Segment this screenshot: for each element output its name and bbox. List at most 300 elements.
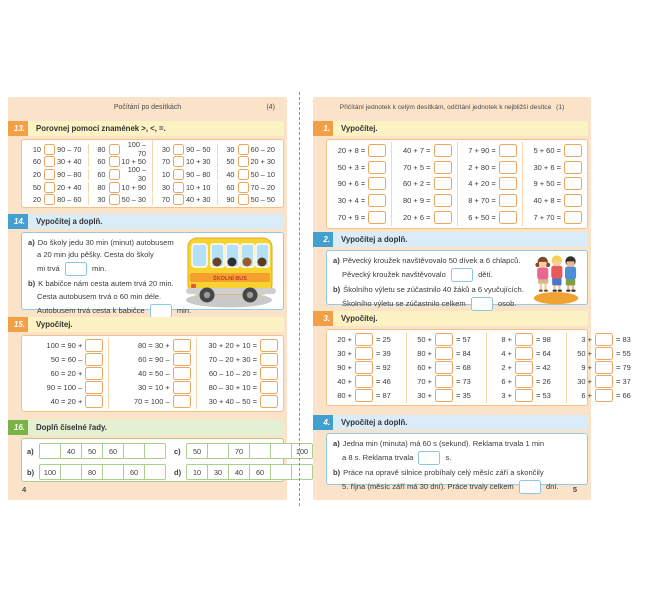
exercise-16-header xyxy=(8,420,284,435)
comparison-sign-box[interactable] xyxy=(238,144,249,155)
svg-text:ŠKOLNÍ BUS: ŠKOLNÍ BUS xyxy=(213,276,247,282)
answer-box[interactable] xyxy=(434,211,452,224)
answer-box[interactable] xyxy=(595,347,613,360)
equation-text: 70 + 5 = xyxy=(402,162,431,172)
answer-box[interactable] xyxy=(499,194,517,207)
answer-box[interactable] xyxy=(434,177,452,190)
answer-box[interactable] xyxy=(368,144,386,157)
exercise-4-header xyxy=(313,415,588,430)
answer-box[interactable] xyxy=(368,177,386,190)
school-bus-illustration xyxy=(195,233,283,322)
right-expression: 20 + 40 xyxy=(56,182,82,192)
compare-cell xyxy=(218,182,282,193)
answer-box[interactable] xyxy=(435,389,453,402)
equation-column xyxy=(392,142,457,226)
answer-box[interactable] xyxy=(515,333,533,346)
sequence-cell: 60 xyxy=(124,464,145,480)
equation-result: = 37 xyxy=(616,377,631,387)
equation-text: 60 + 2 = xyxy=(402,179,431,189)
compare-row xyxy=(24,181,281,194)
equation-prefix: 30 + xyxy=(337,348,352,358)
equation-row xyxy=(332,194,386,207)
compare-cell xyxy=(24,156,89,167)
equation-text: 60 = 90 – xyxy=(138,354,170,364)
exercise-3 xyxy=(313,311,631,406)
answer-box[interactable] xyxy=(434,194,452,207)
equation-row xyxy=(463,161,517,174)
compare-cell xyxy=(153,194,218,205)
equation-prefix: 4 + xyxy=(501,348,512,358)
equation-column xyxy=(487,332,567,403)
equation-result: = 79 xyxy=(616,362,631,372)
equation-text: 40 + 8 = xyxy=(533,196,561,206)
equation-row xyxy=(463,211,517,224)
answer-box[interactable] xyxy=(260,353,278,366)
equation-row xyxy=(114,381,190,394)
answer-box[interactable] xyxy=(85,353,103,366)
answer-box[interactable] xyxy=(260,381,278,394)
equation-prefix: 2 + xyxy=(501,362,512,372)
equation-prefix: 8 + xyxy=(501,334,512,344)
sequence-cell[interactable] xyxy=(145,443,166,459)
equation-text: 40 = 50 – xyxy=(138,368,170,378)
right-expression: 10 + 10 xyxy=(185,182,211,192)
word-problem-line xyxy=(333,467,583,479)
equation-text: 30 = 10 + xyxy=(137,383,170,393)
equation-prefix: 50 + xyxy=(417,334,432,344)
exercise-14-header xyxy=(8,214,284,229)
problem-text: Pěvecký kroužek navštěvovalo xyxy=(342,270,448,280)
equation-result: = 55 xyxy=(616,348,631,358)
equation-text: 9 + 50 = xyxy=(533,179,561,189)
exercise-number-badge: 1. xyxy=(313,121,333,136)
exercise-title: Vypočítej. xyxy=(333,311,588,326)
exercise-4 xyxy=(313,415,588,492)
word-problems xyxy=(327,434,587,498)
equation-row xyxy=(332,177,386,190)
exercise-title: Porovnej pomocí znamének >, <, =. xyxy=(28,121,284,136)
left-operand: 70 xyxy=(161,157,170,167)
answer-box[interactable] xyxy=(355,375,373,388)
sequence-cell[interactable] xyxy=(271,443,292,459)
equation-text: 20 + 6 = xyxy=(402,213,431,223)
word-problems xyxy=(22,233,195,322)
answer-box[interactable] xyxy=(85,381,103,394)
sequence-label: d) xyxy=(174,467,182,477)
left-page-ref: (4) xyxy=(266,104,275,111)
answer-box[interactable] xyxy=(595,361,613,374)
answer-box[interactable] xyxy=(595,333,613,346)
equation-prefix: 20 + xyxy=(337,334,352,344)
comparison-sign-box[interactable] xyxy=(109,169,120,180)
equation-row xyxy=(332,161,386,174)
equation-result: = 84 xyxy=(456,348,471,358)
comparison-sign-box[interactable] xyxy=(44,182,55,193)
sequence-cell[interactable] xyxy=(124,443,145,459)
equation-row xyxy=(397,177,451,190)
equation-text: 70 – 20 + 30 = xyxy=(208,354,257,364)
exercise-15-body xyxy=(21,335,284,412)
sequence-cell[interactable] xyxy=(39,443,61,459)
equation-row xyxy=(332,144,386,157)
answer-box[interactable] xyxy=(368,194,386,207)
left-operand: 60 xyxy=(226,182,235,192)
word-problem xyxy=(333,255,525,282)
right-expression: 70 – 20 xyxy=(250,182,275,192)
sequence-table xyxy=(39,443,166,459)
sequence-table xyxy=(186,464,313,480)
compare-cell xyxy=(89,194,154,205)
comparison-sign-box[interactable] xyxy=(109,182,120,193)
compare-cell xyxy=(218,169,282,180)
equation-row xyxy=(27,353,103,366)
exercise-2 xyxy=(313,232,588,309)
sequence-cell: 30 xyxy=(208,464,229,480)
equation-column xyxy=(567,332,646,403)
equation-row xyxy=(463,194,517,207)
equation-row xyxy=(332,347,401,360)
equation-column xyxy=(327,142,392,226)
equation-row xyxy=(492,389,561,402)
equation-text: 30 + 4 = xyxy=(337,196,366,206)
answer-box[interactable] xyxy=(65,262,87,276)
answer-box[interactable] xyxy=(260,367,278,380)
compare-cell xyxy=(218,156,282,167)
sequence-cell: 60 xyxy=(103,443,124,459)
exercise-13-body xyxy=(21,139,284,208)
sequence-cell[interactable] xyxy=(292,464,313,480)
equation-result: = 92 xyxy=(376,362,391,372)
comparison-sign-box[interactable] xyxy=(44,194,55,205)
word-problem-line xyxy=(28,291,191,303)
answer-box[interactable] xyxy=(173,353,191,366)
problem-label: b) xyxy=(333,285,341,295)
answer-box[interactable] xyxy=(173,381,191,394)
left-operand: 10 xyxy=(161,169,170,179)
right-expression: 30 + 40 xyxy=(56,157,82,167)
sequence-cell[interactable] xyxy=(145,464,166,480)
equation-row xyxy=(114,339,190,352)
compare-row xyxy=(24,140,281,159)
right-page-header xyxy=(313,104,591,111)
exercise-1 xyxy=(313,121,588,229)
compare-row xyxy=(24,165,281,184)
answer-box[interactable] xyxy=(355,347,373,360)
compare-row xyxy=(24,193,281,206)
answer-box[interactable] xyxy=(595,389,613,402)
comparison-sign-box[interactable] xyxy=(173,169,184,180)
answer-box[interactable] xyxy=(564,194,582,207)
answer-box[interactable] xyxy=(564,211,582,224)
equation-prefix: 6 + xyxy=(501,377,512,387)
left-operand: 60 xyxy=(97,157,106,167)
exercise-number-badge: 13. xyxy=(8,121,28,136)
equation-prefix: 70 + xyxy=(417,377,432,387)
sequence-row xyxy=(27,464,166,480)
comparison-sign-box[interactable] xyxy=(44,169,55,180)
equation-row xyxy=(412,333,481,346)
word-problem-line xyxy=(28,237,191,249)
word-problem-line xyxy=(333,267,525,282)
sequence-row xyxy=(27,443,166,459)
word-problem-line xyxy=(333,438,583,450)
equation-result: = 35 xyxy=(456,391,471,401)
answer-box[interactable] xyxy=(368,211,386,224)
comparison-sign-box[interactable] xyxy=(173,156,184,167)
right-expression: 60 – 20 xyxy=(250,144,275,154)
equation-row xyxy=(412,347,481,360)
equation-column xyxy=(458,142,523,226)
answer-box[interactable] xyxy=(499,177,517,190)
left-page-title: Počítání po desítkách xyxy=(113,104,182,111)
exercise-number-badge: 3. xyxy=(313,311,333,326)
equation-text: 30 + 40 – 50 = xyxy=(208,397,257,407)
comparison-sign-box[interactable] xyxy=(109,194,120,205)
answer-box[interactable] xyxy=(435,347,453,360)
comparison-sign-box[interactable] xyxy=(238,156,249,167)
sequence-cell[interactable] xyxy=(271,464,292,480)
equation-prefix: 6 + xyxy=(581,391,592,401)
compare-cell xyxy=(89,182,154,193)
compare-cell xyxy=(218,194,282,205)
right-expression: 40 + 30 xyxy=(185,195,211,205)
problem-text: Školního výletu se zúčastnilo 40 žáků a 6 vyučujících. xyxy=(343,285,524,295)
answer-box[interactable] xyxy=(85,395,103,408)
answer-box[interactable] xyxy=(85,367,103,380)
left-operand: 40 xyxy=(226,169,235,179)
right-expression: 20 + 30 xyxy=(250,157,275,167)
answer-box[interactable] xyxy=(515,361,533,374)
word-problem xyxy=(28,237,191,276)
problem-text: mi trvá xyxy=(37,264,62,274)
answer-box[interactable] xyxy=(85,339,103,352)
exercise-number-badge: 4. xyxy=(313,415,333,430)
left-operand: 80 xyxy=(97,144,106,154)
right-expression: 10 + 90 xyxy=(121,182,146,192)
comparison-sign-box[interactable] xyxy=(109,144,120,155)
equation-column xyxy=(22,338,109,409)
exercise-number-badge: 16. xyxy=(8,420,28,435)
answer-box[interactable] xyxy=(515,389,533,402)
sequence-cell: 50 xyxy=(82,443,103,459)
compare-cell xyxy=(153,169,218,180)
sequence-cell[interactable] xyxy=(250,443,271,459)
equation-result: = 64 xyxy=(536,348,551,358)
equation-row xyxy=(528,161,582,174)
right-expression: 10 + 30 xyxy=(185,157,211,167)
equation-text: 8 + 70 = xyxy=(468,196,496,206)
exercise-title: Vypočítej a doplň. xyxy=(333,415,588,430)
equation-prefix: 3 + xyxy=(581,334,592,344)
sequence-cell[interactable] xyxy=(103,464,124,480)
answer-box[interactable] xyxy=(564,177,582,190)
equation-text: 80 – 30 + 10 = xyxy=(208,383,257,393)
exercise-16-body xyxy=(21,438,309,482)
problem-text: osob. xyxy=(495,299,517,309)
comparison-sign-box[interactable] xyxy=(238,194,249,205)
answer-box[interactable] xyxy=(451,268,473,282)
problem-text: Jedna min (minuta) má 60 s (sekund). Reklama trvala 1 min xyxy=(342,439,545,448)
equation-row xyxy=(332,211,386,224)
equation-text: 50 = 60 – xyxy=(50,354,83,364)
equation-row xyxy=(114,395,190,408)
left-operand: 10 xyxy=(32,144,41,154)
equation-row xyxy=(572,333,641,346)
left-operand: 30 xyxy=(97,195,106,205)
left-operand: 70 xyxy=(161,195,170,205)
problem-label: b) xyxy=(333,468,341,478)
sequence-cell: 40 xyxy=(61,443,82,459)
comparison-sign-box[interactable] xyxy=(44,144,55,155)
answer-box[interactable] xyxy=(499,161,517,174)
comparison-sign-box[interactable] xyxy=(238,169,249,180)
answer-box[interactable] xyxy=(173,395,191,408)
sequence-cell: 50 xyxy=(186,443,208,459)
answer-box[interactable] xyxy=(471,297,493,311)
equation-prefix: 50 + xyxy=(577,348,592,358)
equation-row xyxy=(412,361,481,374)
equation-text: 30 + 6 = xyxy=(533,162,561,172)
equation-row xyxy=(332,333,401,346)
problem-label: a) xyxy=(333,256,340,265)
equation-row xyxy=(397,161,451,174)
answer-box[interactable] xyxy=(519,480,541,494)
right-expression: 90 – 80 xyxy=(186,169,211,179)
equation-result: = 68 xyxy=(456,362,471,372)
equation-result: = 46 xyxy=(376,377,391,387)
answer-box[interactable] xyxy=(515,375,533,388)
right-expression: 90 – 70 xyxy=(57,144,82,154)
equation-row xyxy=(27,395,103,408)
equation-text: 90 = 100 – xyxy=(46,383,83,393)
equation-result: = 73 xyxy=(456,377,471,387)
answer-box[interactable] xyxy=(434,161,452,174)
comparison-sign-box[interactable] xyxy=(173,144,184,155)
compare-cell xyxy=(153,156,218,167)
equation-prefix: 90 + xyxy=(337,362,352,372)
comparison-sign-box[interactable] xyxy=(238,182,249,193)
answer-box[interactable] xyxy=(355,333,373,346)
equation-row xyxy=(27,367,103,380)
answer-box[interactable] xyxy=(595,375,613,388)
school-bus-icon xyxy=(182,233,282,309)
problem-text: min. xyxy=(174,305,192,315)
word-problem-line xyxy=(28,249,191,261)
sequence-row xyxy=(174,443,313,459)
left-operand: 30 xyxy=(161,182,170,192)
answer-box[interactable] xyxy=(355,361,373,374)
left-operand: 20 xyxy=(32,195,41,205)
answer-box[interactable] xyxy=(435,375,453,388)
equation-text: 20 + 8 = xyxy=(337,145,366,155)
equation-row xyxy=(463,177,517,190)
compare-cell xyxy=(24,182,89,193)
left-operand: 60 xyxy=(97,169,106,179)
answer-box[interactable] xyxy=(355,389,373,402)
exercise-title: Vypočítej. xyxy=(28,317,284,332)
answer-box[interactable] xyxy=(418,451,440,465)
equation-text: 7 + 90 = xyxy=(468,145,496,155)
problem-text: Cesta autobusem trvá o 60 min déle. xyxy=(37,291,162,301)
equation-prefix: 80 + xyxy=(337,391,352,401)
answer-box[interactable] xyxy=(499,211,517,224)
equation-text: 50 + 3 = xyxy=(337,162,366,172)
left-operand: 30 xyxy=(226,144,235,154)
word-problem-line xyxy=(333,284,525,296)
equation-row xyxy=(528,177,582,190)
answer-box[interactable] xyxy=(173,339,191,352)
problem-text: s. xyxy=(443,453,452,463)
sequence-cell[interactable] xyxy=(208,443,229,459)
right-expression: 90 – 80 xyxy=(57,169,82,179)
equation-row xyxy=(492,361,561,374)
answer-box[interactable] xyxy=(368,161,386,174)
equation-row xyxy=(412,375,481,388)
equation-result: = 42 xyxy=(536,362,551,372)
answer-box[interactable] xyxy=(434,144,452,157)
equation-row xyxy=(202,381,278,394)
sequence-label: a) xyxy=(27,446,34,456)
answer-box[interactable] xyxy=(173,367,191,380)
sequence-cell: 100 xyxy=(292,443,313,459)
answer-box[interactable] xyxy=(499,144,517,157)
equation-row xyxy=(27,381,103,394)
comparison-sign-box[interactable] xyxy=(44,156,55,167)
equation-column xyxy=(523,142,587,226)
equation-text: 6 + 50 = xyxy=(468,213,496,223)
exercise-3-body xyxy=(326,329,631,406)
answer-box[interactable] xyxy=(564,161,582,174)
comparison-sign-box[interactable] xyxy=(173,194,184,205)
exercise-15-header xyxy=(8,317,284,332)
equation-row xyxy=(397,144,451,157)
equation-text: 4 + 20 = xyxy=(468,179,496,189)
exercise-number-badge: 15. xyxy=(8,317,28,332)
equation-row xyxy=(492,333,561,346)
sequence-label: c) xyxy=(174,446,181,456)
exercise-2-body xyxy=(326,250,588,309)
answer-box[interactable] xyxy=(564,144,582,157)
equation-prefix: 40 + xyxy=(337,377,352,387)
comparison-sign-box[interactable] xyxy=(173,182,184,193)
answer-box[interactable] xyxy=(435,361,453,374)
answer-box[interactable] xyxy=(435,333,453,346)
problem-text: K babičce nám cesta autem trvá 20 min. xyxy=(38,279,174,289)
equation-row xyxy=(114,367,190,380)
exercise-2-header xyxy=(313,232,588,247)
sequence-cell: 70 xyxy=(229,443,250,459)
right-page-title: Přičítání jednotek k celým desítkám, odčítání jednotek k nejbližší desítce xyxy=(339,104,552,111)
equation-row xyxy=(572,347,641,360)
exercise-13 xyxy=(8,121,284,208)
right-page xyxy=(313,97,631,500)
exercise-4-body xyxy=(326,433,588,492)
equation-text: 30 + 20 + 10 = xyxy=(208,340,257,350)
answer-box[interactable] xyxy=(515,347,533,360)
answer-box[interactable] xyxy=(260,339,278,352)
equation-result: = 25 xyxy=(376,334,391,344)
sequence-cell[interactable] xyxy=(61,464,82,480)
equation-row xyxy=(27,339,103,352)
right-expression: 100 – 30 xyxy=(127,165,146,184)
problem-text: Práce na opravě silnice probíhaly celý měsíc září a skončily xyxy=(343,468,544,478)
equation-row xyxy=(202,367,278,380)
answer-box[interactable] xyxy=(150,304,172,318)
right-expression: 10 + 50 xyxy=(121,157,146,167)
exercise-title: Vypočítej a doplň. xyxy=(28,214,284,229)
answer-box[interactable] xyxy=(260,395,278,408)
equation-row xyxy=(528,194,582,207)
